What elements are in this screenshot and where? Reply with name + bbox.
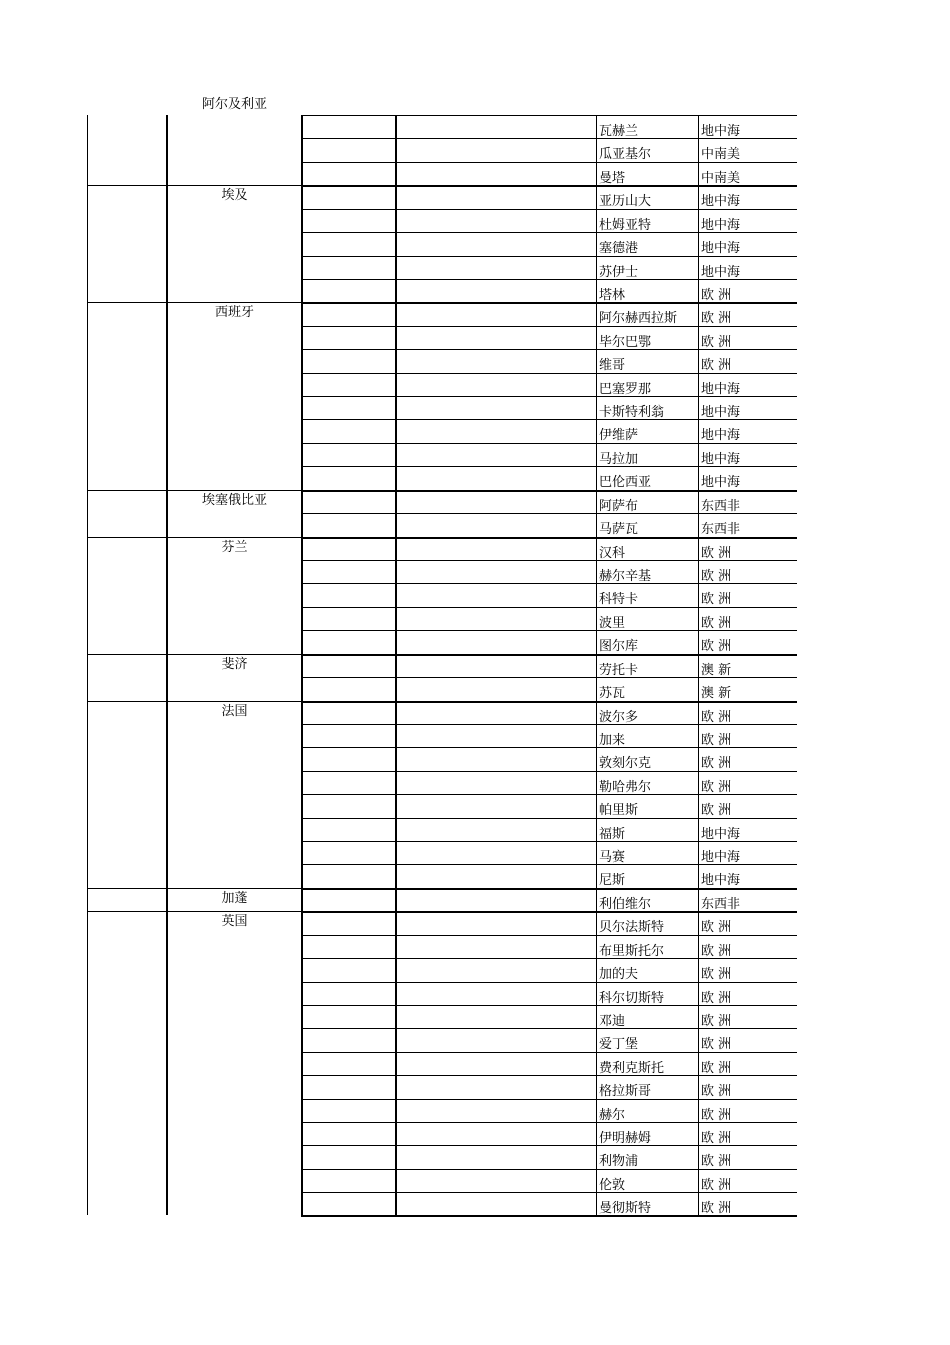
- port-cell: 格拉斯哥: [599, 1084, 652, 1100]
- port-cell: 敦刻尔克: [599, 756, 652, 772]
- country-cell: 芬兰: [221, 539, 248, 555]
- region-cell: 欧 洲: [701, 990, 732, 1006]
- row-divider: [301, 864, 797, 865]
- region-cell: 欧 洲: [701, 709, 732, 725]
- row-divider: [301, 958, 797, 959]
- region-cell: 欧 洲: [701, 287, 732, 303]
- region-cell: 欧 洲: [701, 803, 732, 819]
- port-cell: 马萨瓦: [599, 522, 639, 538]
- port-cell: 赫尔辛基: [599, 568, 652, 584]
- row-divider: [301, 1099, 797, 1100]
- table-top-border: [301, 115, 797, 116]
- row-divider: [301, 771, 797, 772]
- group-divider: [87, 911, 301, 912]
- row-divider: [301, 443, 797, 444]
- port-cell: 巴伦西亚: [599, 475, 652, 491]
- port-cell: 阿萨布: [599, 498, 639, 514]
- region-cell: 欧 洲: [701, 1060, 732, 1076]
- row-divider: [301, 256, 797, 257]
- port-cell: 加来: [599, 732, 626, 748]
- port-cell: 亚历山大: [599, 194, 652, 210]
- region-cell: 地中海: [701, 873, 741, 889]
- row-divider: [301, 185, 797, 187]
- region-cell: 欧 洲: [701, 1013, 732, 1029]
- row-divider: [301, 794, 797, 795]
- region-cell: 澳 新: [701, 686, 732, 702]
- port-cell: 苏瓦: [599, 686, 626, 702]
- country-cell: 加蓬: [221, 890, 248, 906]
- column-border: [698, 115, 699, 1215]
- row-divider: [301, 630, 797, 631]
- port-cell: 劳托卡: [599, 662, 639, 678]
- region-cell: 欧 洲: [701, 639, 732, 655]
- row-divider: [301, 302, 797, 304]
- group-divider: [87, 490, 301, 491]
- row-divider: [301, 841, 797, 842]
- row-divider: [301, 349, 797, 350]
- port-cell: 瓦赫兰: [599, 124, 639, 139]
- row-divider: [301, 1075, 797, 1076]
- region-cell: 欧 洲: [701, 1201, 732, 1217]
- country-cell-algeria: 阿尔及利亚: [201, 97, 267, 112]
- row-divider: [301, 396, 797, 397]
- region-cell: 地中海: [701, 124, 741, 139]
- row-divider: [301, 1192, 797, 1193]
- row-divider: [301, 607, 797, 608]
- port-cell: 费利克斯托: [599, 1060, 665, 1076]
- row-divider: [301, 911, 797, 913]
- region-cell: 欧 洲: [701, 920, 732, 936]
- row-divider: [301, 560, 797, 561]
- region-cell: 欧 洲: [701, 967, 732, 983]
- row-divider: [301, 373, 797, 374]
- row-divider: [301, 1145, 797, 1146]
- country-cell: 埃及: [221, 188, 248, 204]
- port-cell: 波尔多: [599, 709, 639, 725]
- region-cell: 地中海: [701, 826, 741, 842]
- column-border: [87, 115, 88, 1215]
- port-cell: 福斯: [599, 826, 626, 842]
- port-cell: 尼斯: [599, 873, 626, 889]
- row-divider: [301, 1005, 797, 1006]
- row-divider: [301, 162, 797, 163]
- region-cell: 欧 洲: [701, 1084, 732, 1100]
- port-cell: 苏伊士: [599, 264, 639, 280]
- country-cell: 西班牙: [214, 305, 254, 321]
- region-cell: 欧 洲: [701, 615, 732, 631]
- row-divider: [301, 1052, 797, 1053]
- group-divider: [87, 654, 301, 655]
- region-cell: 中南美: [701, 170, 741, 186]
- row-divider: [301, 701, 797, 703]
- row-divider: [301, 138, 797, 139]
- region-cell: 欧 洲: [701, 1107, 732, 1123]
- region-cell: 地中海: [701, 241, 741, 257]
- row-divider: [301, 1169, 797, 1170]
- row-divider: [301, 513, 797, 514]
- table-bottom-border: [301, 1215, 797, 1217]
- region-cell: 欧 洲: [701, 756, 732, 772]
- port-cell: 图尔库: [599, 639, 639, 655]
- port-cell: 杜姆亚特: [599, 217, 652, 233]
- row-divider: [301, 982, 797, 983]
- row-divider: [301, 888, 797, 890]
- region-cell: 地中海: [701, 405, 741, 421]
- region-cell: 地中海: [701, 428, 741, 444]
- port-cell: 曼塔: [599, 170, 626, 186]
- port-cell: 卡斯特利翁: [599, 405, 665, 421]
- row-divider: [301, 818, 797, 819]
- row-divider: [301, 583, 797, 584]
- region-cell: 欧 洲: [701, 592, 732, 608]
- country-cell: 英国: [221, 914, 248, 930]
- port-cell: 波里: [599, 615, 626, 631]
- row-divider: [301, 677, 797, 678]
- region-cell: 地中海: [701, 451, 741, 467]
- port-cell: 汉科: [599, 545, 626, 561]
- region-cell: 澳 新: [701, 662, 732, 678]
- row-divider: [301, 935, 797, 936]
- port-cell: 邓迪: [599, 1013, 626, 1029]
- region-cell: 欧 洲: [701, 1154, 732, 1170]
- port-cell: 塔林: [599, 287, 626, 303]
- row-divider: [301, 747, 797, 748]
- region-cell: 地中海: [701, 381, 741, 397]
- port-cell: 利物浦: [599, 1154, 639, 1170]
- port-cell: 爱丁堡: [599, 1037, 639, 1053]
- country-cell: 埃塞俄比亚: [201, 492, 267, 508]
- row-divider: [301, 1122, 797, 1123]
- group-divider: [87, 537, 301, 538]
- port-cell: 塞德港: [599, 241, 639, 257]
- port-cell: 帕里斯: [599, 803, 639, 819]
- group-divider: [87, 701, 301, 702]
- port-cell: 毕尔巴鄂: [599, 334, 652, 350]
- row-divider: [301, 490, 797, 492]
- row-divider: [301, 209, 797, 210]
- port-cell: 赫尔: [599, 1107, 626, 1123]
- group-divider: [87, 185, 301, 186]
- row-divider: [301, 232, 797, 233]
- region-cell: 欧 洲: [701, 358, 732, 374]
- port-cell: 伊明赫姆: [599, 1131, 652, 1147]
- port-cell: 布里斯托尔: [599, 943, 665, 959]
- column-border: [301, 115, 303, 1215]
- region-cell: 欧 洲: [701, 1037, 732, 1053]
- region-cell: 欧 洲: [701, 1177, 732, 1193]
- port-cell: 利伯维尔: [599, 896, 652, 912]
- group-divider: [87, 302, 301, 303]
- port-cell: 勒哈弗尔: [599, 779, 652, 795]
- column-border: [596, 115, 597, 1215]
- port-cell: 瓜亚基尔: [599, 147, 652, 163]
- port-cell: 伦敦: [599, 1177, 626, 1193]
- port-cell: 曼彻斯特: [599, 1201, 652, 1217]
- column-border: [166, 115, 168, 1215]
- region-cell: 东西非: [701, 498, 741, 514]
- row-divider: [301, 537, 797, 539]
- row-divider: [301, 1028, 797, 1029]
- region-cell: 欧 洲: [701, 1131, 732, 1147]
- region-cell: 地中海: [701, 264, 741, 280]
- region-cell: 欧 洲: [701, 732, 732, 748]
- port-cell: 科尔切斯特: [599, 990, 665, 1006]
- port-cell: 贝尔法斯特: [599, 920, 665, 936]
- row-divider: [301, 419, 797, 420]
- region-cell: 地中海: [701, 217, 741, 233]
- region-cell: 地中海: [701, 475, 741, 491]
- port-cell: 巴塞罗那: [599, 381, 652, 397]
- row-divider: [301, 466, 797, 467]
- region-cell: 地中海: [701, 194, 741, 210]
- region-cell: 欧 洲: [701, 545, 732, 561]
- region-cell: 欧 洲: [701, 568, 732, 584]
- port-cell: 科特卡: [599, 592, 639, 608]
- region-cell: 欧 洲: [701, 311, 732, 327]
- port-cell: 马赛: [599, 850, 626, 866]
- region-cell: 欧 洲: [701, 779, 732, 795]
- region-cell: 东西非: [701, 522, 741, 538]
- port-cell: 阿尔赫西拉斯: [599, 311, 678, 327]
- row-divider: [301, 724, 797, 725]
- row-divider: [301, 654, 797, 656]
- region-cell: 欧 洲: [701, 943, 732, 959]
- port-cell: 马拉加: [599, 451, 639, 467]
- port-cell: 加的夫: [599, 967, 639, 983]
- row-divider: [301, 326, 797, 327]
- row-divider: [301, 279, 797, 280]
- port-cell: 维哥: [599, 358, 626, 374]
- country-cell: 法国: [221, 703, 248, 719]
- region-cell: 欧 洲: [701, 334, 732, 350]
- group-divider: [87, 888, 301, 889]
- column-border: [395, 115, 397, 1215]
- port-cell: 伊维萨: [599, 428, 639, 444]
- region-cell: 中南美: [701, 147, 741, 163]
- country-cell: 斐济: [221, 656, 248, 672]
- region-cell: 地中海: [701, 850, 741, 866]
- region-cell: 东西非: [701, 896, 741, 912]
